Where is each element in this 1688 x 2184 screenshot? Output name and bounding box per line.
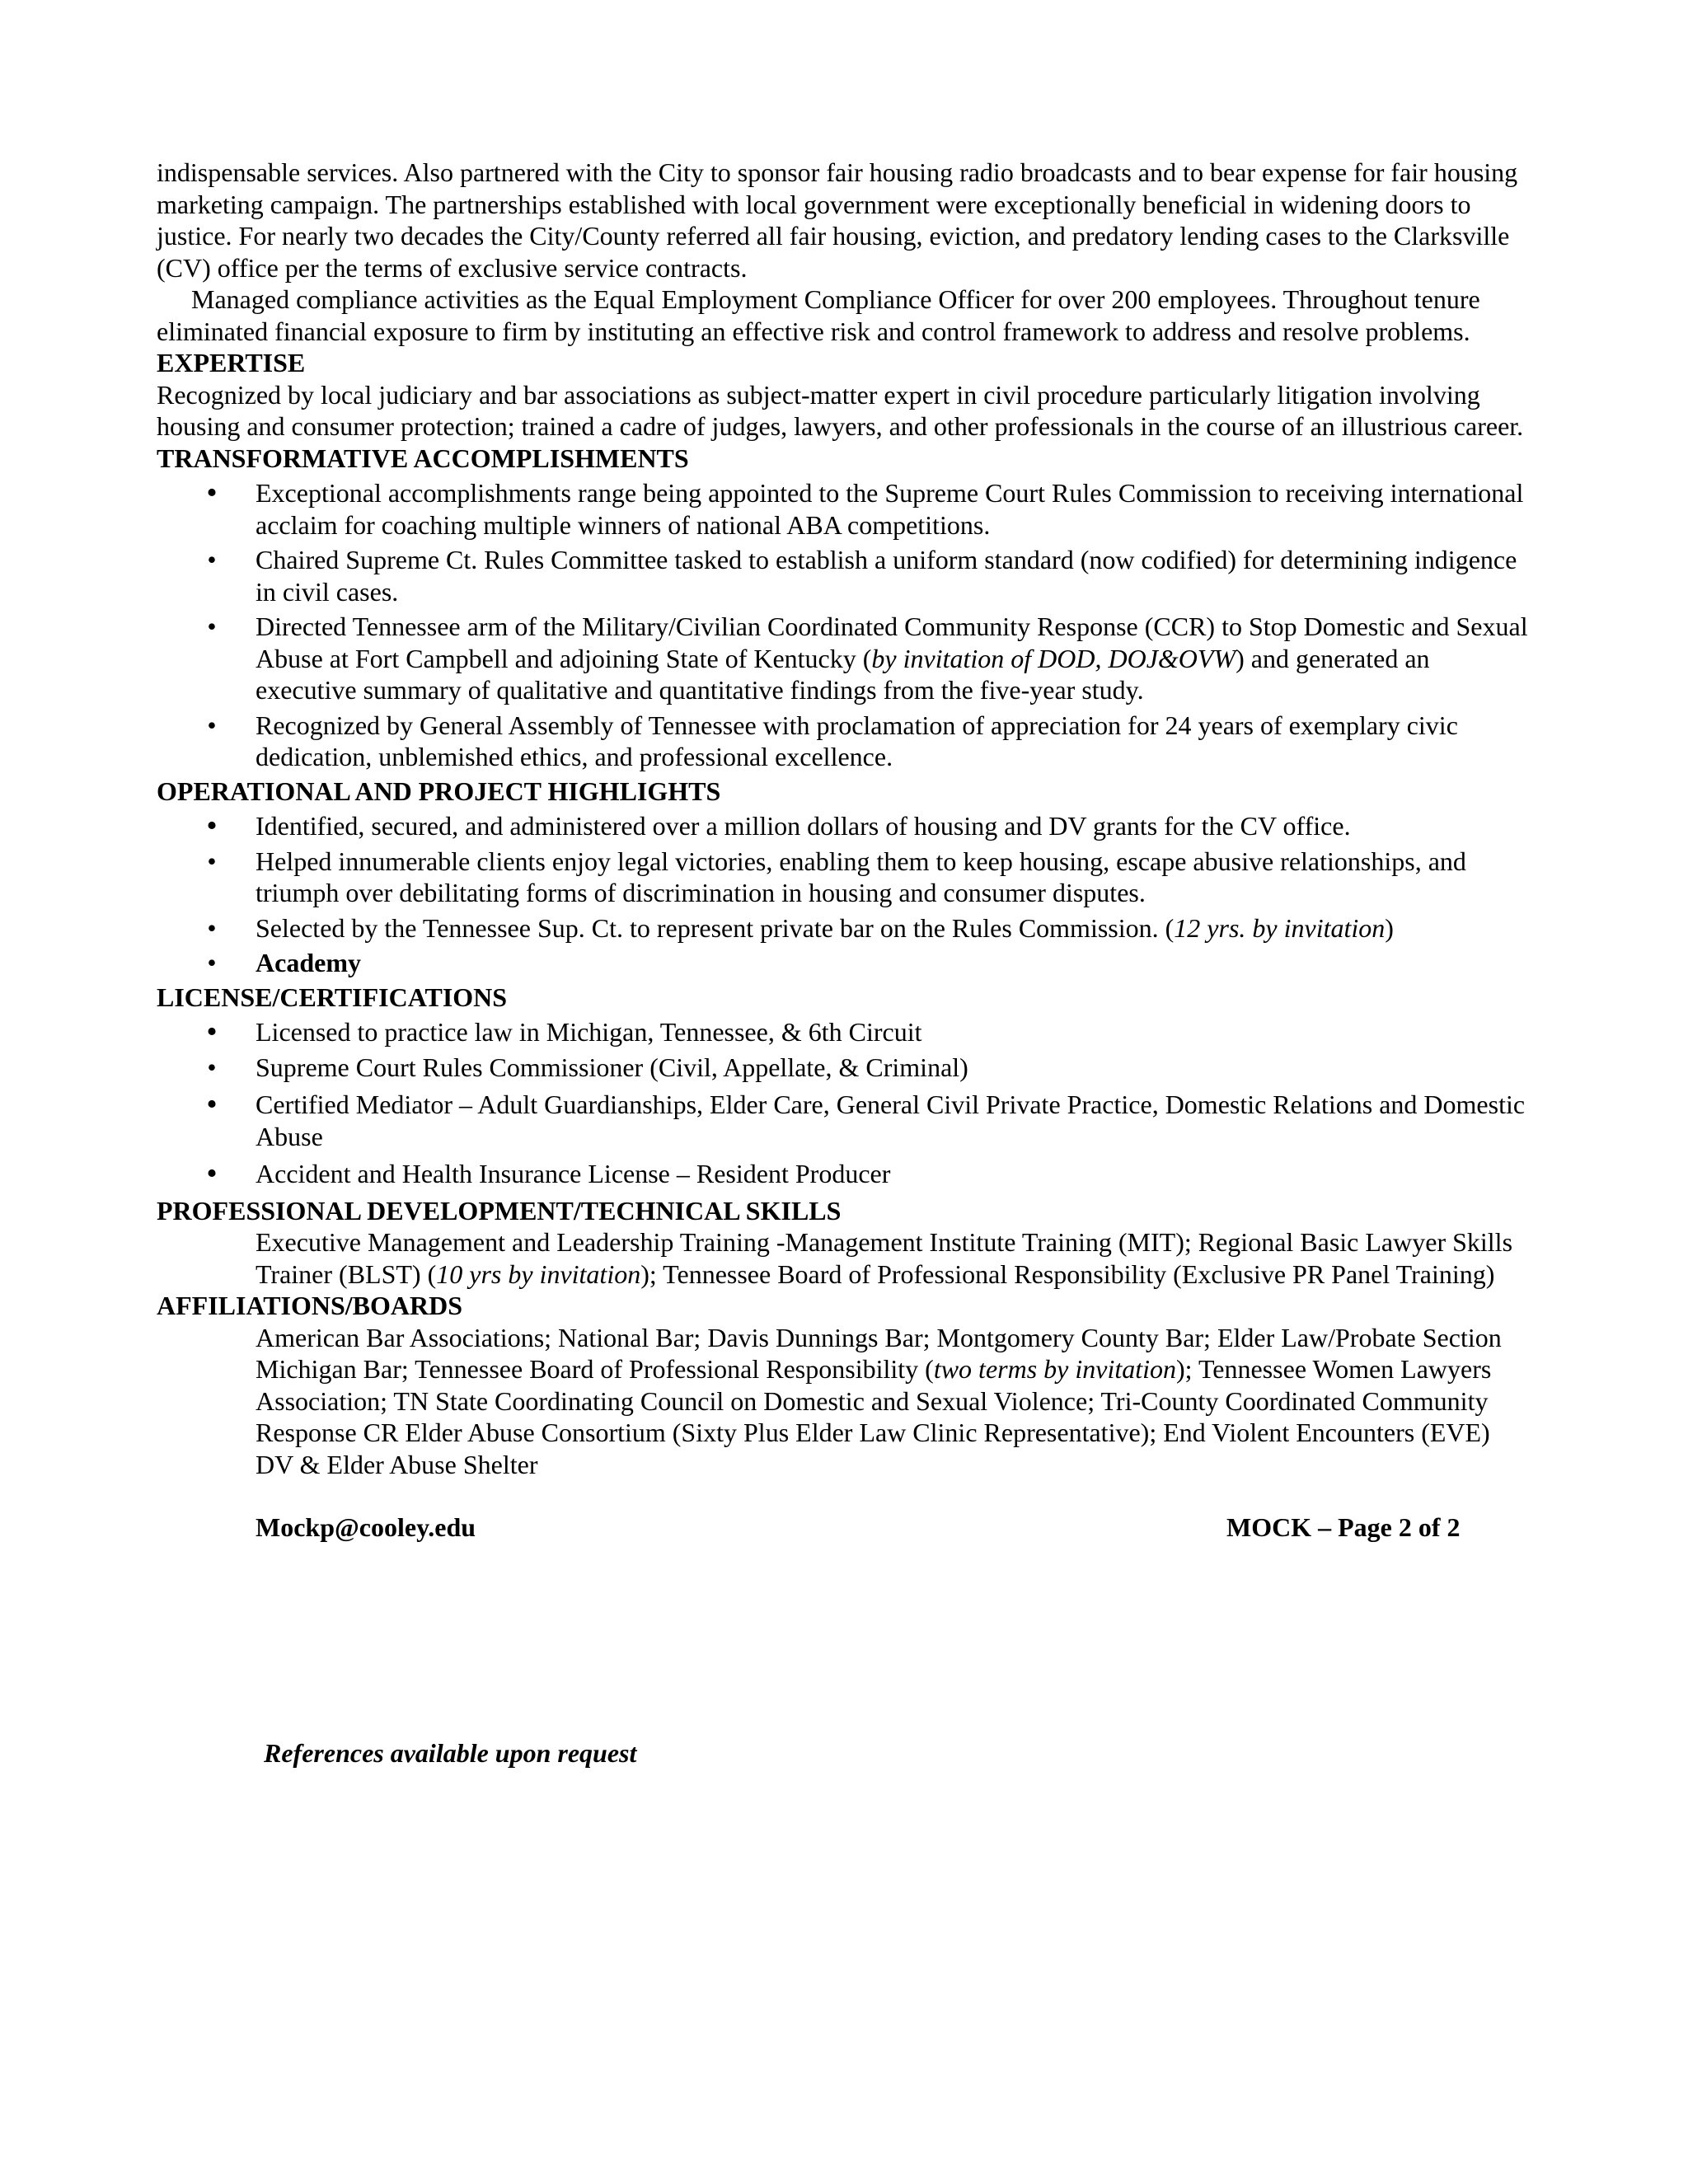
bullet-icon: • <box>206 476 218 510</box>
text-run: Directed Tennessee arm of the Military/Civilian Coordinated Community Response (CCR) to Stop Domestic and Sexual Abuse at Fort Campbell and adjoining State of Kentucky ( <box>256 612 1528 673</box>
italic-text: 10 yrs by invitation <box>436 1258 641 1289</box>
affiliations-heading: AFFILIATIONS/BOARDS <box>157 1291 463 1320</box>
list-item-text: Recognized by General Assembly of Tennessee with proclamation of appreciation for 24 years of exemplary civic dedication, unblemished ethics, and professional excellence. <box>256 710 1458 771</box>
list-item <box>207 611 1533 706</box>
accomplishments-heading: TRANSFORMATIVE ACCOMPLISHMENTS <box>157 443 689 473</box>
bullet-icon: • <box>207 846 217 876</box>
text-run: American Bar Associations; National Bar; Davis Dunnings Bar; Montgomery County Bar; Elder Law/Probate Section Michigan Bar; Tennessee Board of Professional Responsibility ( <box>256 1322 1502 1384</box>
list-item-text: Certified Mediator – Adult Guardianships, Elder Care, General Civil Private Practice, Domestic Relations and Domestic Abuse <box>256 1090 1526 1151</box>
license-heading: LICENSE/CERTIFICATIONS <box>157 982 508 1012</box>
list-item <box>206 1087 1533 1152</box>
text-run: Selected by the Tennessee Sup. Ct. to represent private bar on the Rules Commission. ( <box>256 912 1175 943</box>
list-item-text <box>256 612 1528 705</box>
list-item-text: Helped innumerable clients enjoy legal victories, enabling them to keep housing, escape abusive relationships, and triumph over debilitating forms of discrimination in housing and consumer disputes. <box>256 846 1466 907</box>
bullet-icon: • <box>207 545 217 574</box>
list-item <box>206 476 1533 541</box>
list-item <box>206 1015 1533 1049</box>
italic-text: two terms by invitation <box>933 1354 1177 1384</box>
references-note: References available upon request <box>264 1738 637 1768</box>
list-item-text: Licensed to practice law in Michigan, Tennessee, & 6th Circuit <box>256 1017 922 1047</box>
list-item-text: Accident and Health Insurance License – Resident Producer <box>256 1159 891 1188</box>
list-item <box>206 808 1533 843</box>
text-run: ) <box>1385 912 1394 943</box>
list-item-text: Academy <box>256 948 361 977</box>
list-item <box>207 947 1533 979</box>
resume-content <box>157 157 1533 1544</box>
development-text <box>157 1226 1533 1290</box>
list-item-text: Exceptional accomplishments range being appointed to the Supreme Court Rules Commission to receiving international acclaim for coaching multiple winners of national ABA competitions. <box>256 478 1524 540</box>
list-item-text <box>256 913 1394 943</box>
list-item <box>207 710 1533 773</box>
text-run: ); Tennessee Women Lawyers Association; TN State Coordinating Council on Domestic and Sexual Violence; Tri-County Coordinated Community Response CR Elder Abuse Consortium (Sixty Plus Elder Law Clinic Representative); End Violent Encounters (EVE) DV & Elder Abuse Shelter <box>256 1354 1492 1479</box>
bullet-icon: • <box>207 710 217 740</box>
bullet-icon: • <box>207 912 217 943</box>
intro-paragraph: indispensable services. Also partnered with the City to sponsor fair housing radio broadcasts and to bear expense for fair housing marketing campaign. The partnerships established with local government were exceptionally beneficial in widening doors to justice. For nearly two decades the City/County referred all fair housing, eviction, and predatory lending cases to the Clarksville (CV) office per the terms of exclusive service contracts. <box>157 157 1518 283</box>
footer-email-link[interactable]: Mockp@cooley.edu <box>256 1512 476 1542</box>
bullet-icon: • <box>206 808 218 843</box>
list-item <box>207 912 1533 944</box>
accomplishments-list <box>157 477 1533 773</box>
list-item <box>207 544 1533 607</box>
footer-page-number: MOCK – Page 2 of 2 <box>1226 1512 1461 1542</box>
bullet-icon: • <box>206 1015 218 1049</box>
italic-text: by invitation of DOD, DOJ&OVW <box>871 643 1236 673</box>
bullet-icon: • <box>207 1052 217 1082</box>
text-run: ); Tennessee Board of Professional Responsibility (Exclusive PR Panel Training) <box>640 1258 1495 1289</box>
compliance-paragraph: Managed compliance activities as the Equal Employment Compliance Officer for over 200 employees. Throughout tenure eliminated financial exposure to firm by instituting an effective risk and control framework to address and resolve problems. <box>157 284 1480 346</box>
italic-text: 12 yrs. by invitation <box>1174 912 1386 943</box>
list-item <box>206 1156 1533 1191</box>
list-item-text: Chaired Supreme Ct. Rules Committee tasked to establish a uniform standard (now codified) for determining indigence in civil cases. <box>256 545 1517 607</box>
development-heading: PROFESSIONAL DEVELOPMENT/TECHNICAL SKILLS <box>157 1195 842 1226</box>
list-item <box>207 846 1533 909</box>
license-list <box>157 1016 1533 1190</box>
list-item-text: Supreme Court Rules Commissioner (Civil, Appellate, & Criminal) <box>256 1052 968 1082</box>
expertise-text: Recognized by local judiciary and bar associations as subject-matter expert in civil procedure particularly litigation involving housing and consumer protection; trained a cadre of judges, lawyers, and other professionals in the course of an illustrious career. <box>157 379 1524 441</box>
bullet-icon: • <box>206 1087 218 1122</box>
affiliations-text <box>157 1322 1533 1481</box>
list-item-text: Identified, secured, and administered over a million dollars of housing and DV grants for the CV office. <box>256 811 1351 841</box>
bullet-icon: • <box>207 948 217 977</box>
expertise-heading: EXPERTISE <box>157 348 306 377</box>
text-run: ) and generated an executive summary of qualitative and quantitative findings from the five-year study. <box>256 643 1430 705</box>
bullet-icon: • <box>207 612 217 641</box>
operational-list <box>157 810 1533 979</box>
page-footer <box>157 1511 1533 1544</box>
text-run: Executive Management and Leadership Training -Management Institute Training (MIT); Regional Basic Lawyer Skills Trainer (BLST) ( <box>256 1227 1513 1289</box>
bullet-icon: • <box>206 1156 218 1191</box>
list-item <box>207 1052 1533 1084</box>
operational-heading: OPERATIONAL AND PROJECT HIGHLIGHTS <box>157 776 721 806</box>
